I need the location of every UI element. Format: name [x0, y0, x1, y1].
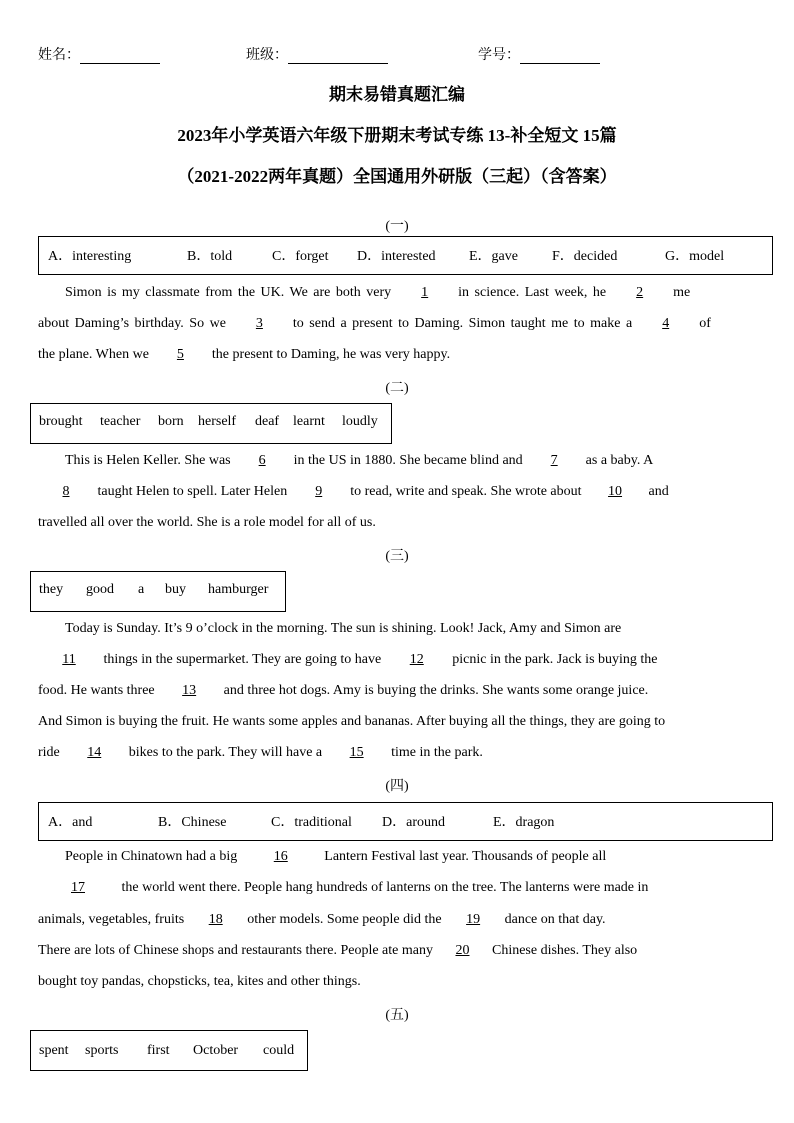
blank-20[interactable]: 20	[455, 943, 470, 958]
passage-line: There are lots of Chinese shops and restaurants there. People ate many 20 Chinese dishes. They also	[38, 943, 638, 958]
word-sports: sports	[85, 1043, 119, 1058]
blank-15[interactable]: 15	[349, 745, 364, 760]
blank-2[interactable]: 2	[636, 285, 644, 300]
option-c: C．forget	[272, 249, 329, 264]
passage-line: 8 taught Helen to spell. Later Helen 9 to read, write and speak. She wrote about 10 and	[38, 484, 669, 500]
section-5-word-box	[30, 1030, 308, 1071]
passage-line: about Daming’s birthday. So we 3 to send a present to Daming. Simon taught me to make a 4 of	[38, 316, 711, 331]
blank-11[interactable]: 11	[62, 652, 76, 667]
section-5-heading: (五)	[385, 1008, 409, 1023]
section-4-heading: (四)	[385, 779, 409, 794]
word-first: first	[147, 1043, 170, 1058]
word-teacher: teacher	[100, 414, 141, 429]
word-hamburger: hamburger	[208, 582, 269, 597]
section-1-option-box	[38, 236, 773, 275]
passage-line: Simon is my classmate from the UK. We are both very 1 in science. Last week, he 2 me	[65, 285, 691, 300]
word-good: good	[86, 582, 114, 597]
option-f: F．decided	[552, 249, 618, 264]
class-field	[246, 44, 388, 64]
option-e: E．dragon	[493, 815, 555, 830]
section-3-heading: (三)	[385, 549, 409, 564]
section-2-heading: (二)	[385, 381, 409, 396]
word-brought: brought	[39, 414, 83, 429]
section-3-word-box	[30, 571, 286, 612]
option-e: E．gave	[469, 249, 518, 264]
blank-6[interactable]: 6	[258, 453, 266, 468]
class-blank[interactable]	[288, 49, 388, 64]
passage-line: food. He wants three 13 and three hot dogs. Amy is buying the drinks. She wants some orange juice.	[38, 683, 649, 698]
passage-line: ride 14 bikes to the park. They will have a 15 time in the park.	[38, 745, 483, 760]
option-d: D．around	[382, 815, 445, 830]
blank-17[interactable]: 17	[71, 880, 85, 895]
blank-19[interactable]: 19	[466, 912, 481, 927]
id-field	[478, 44, 600, 64]
option-c: C．traditional	[271, 815, 352, 830]
blank-10[interactable]: 10	[608, 484, 623, 499]
word-learnt: learnt	[293, 414, 325, 429]
word-a: a	[138, 582, 145, 597]
option-a: A．interesting	[48, 249, 132, 264]
word-could: could	[263, 1043, 295, 1058]
word-spent: spent	[39, 1043, 69, 1058]
blank-18[interactable]: 18	[208, 912, 223, 927]
name-field	[38, 44, 160, 64]
name-blank[interactable]	[80, 49, 160, 64]
section-2-word-box	[30, 403, 392, 444]
section-4-option-box	[38, 802, 773, 841]
word-october: October	[193, 1043, 239, 1058]
word-deaf: deaf	[255, 414, 280, 429]
title-line-3: （2021-2022两年真题）全国通用外研版（三起）（含答案）	[177, 167, 617, 186]
passage-line: People in Chinatown had a big 16 Lantern Festival last year. Thousands of people all	[65, 849, 607, 864]
blank-8[interactable]: 8	[62, 484, 70, 499]
passage-line: the plane. When we 5 the present to Daming, he was very happy.	[38, 347, 451, 362]
passage-line: 11 things in the supermarket. They are going to have 12 picnic in the park. Jack is buying the	[38, 652, 658, 668]
blank-4[interactable]: 4	[662, 316, 670, 331]
id-blank[interactable]	[520, 49, 600, 64]
title-line-2: 2023年小学英语六年级下册期末考试专练 13-补全短文 15篇	[177, 126, 617, 145]
passage-line: This is Helen Keller. She was 6 in the US in 1880. She became blind and 7 as a baby. A	[65, 453, 654, 468]
blank-5[interactable]: 5	[176, 347, 184, 362]
word-buy: buy	[165, 582, 186, 597]
blank-9[interactable]: 9	[315, 484, 323, 499]
id-label: 学号：	[478, 48, 520, 63]
option-b: B．Chinese	[158, 815, 227, 830]
blank-16[interactable]: 16	[273, 849, 288, 864]
blank-7[interactable]: 7	[550, 453, 558, 468]
word-herself: herself	[198, 414, 237, 429]
name-label: 姓名：	[38, 48, 80, 63]
word-loudly: loudly	[342, 414, 378, 429]
blank-12[interactable]: 12	[409, 652, 424, 667]
blank-3[interactable]: 3	[255, 316, 263, 331]
passage-line: And Simon is buying the fruit. He wants some apples and bananas. After buying all the things, they are going to	[38, 714, 666, 729]
passage-line: animals, vegetables, fruits 18 other models. Some people did the 19 dance on that day.	[38, 912, 606, 927]
class-label: 班级：	[246, 48, 288, 63]
option-b: B．told	[187, 249, 233, 264]
option-g: G．model	[665, 249, 725, 264]
blank-1[interactable]: 1	[421, 285, 429, 300]
section-1-heading: (一)	[385, 219, 409, 234]
blank-14[interactable]: 14	[87, 745, 102, 760]
option-d: D．interested	[357, 249, 436, 264]
passage-line: travelled all over the world. She is a role model for all of us.	[38, 515, 376, 530]
option-a: A．and	[48, 815, 93, 830]
blank-13[interactable]: 13	[182, 683, 197, 698]
passage-line: Today is Sunday. It’s 9 o’clock in the morning. The sun is shining. Look! Jack, Amy and Simon are	[65, 621, 622, 636]
word-they: they	[39, 582, 64, 597]
word-born: born	[158, 414, 184, 429]
title-line-1: 期末易错真题汇编	[329, 85, 465, 104]
passage-line: bought toy pandas, chopsticks, tea, kites and other things.	[38, 974, 361, 989]
passage-line: 17 the world went there. People hang hundreds of lanterns on the tree. The lanterns were made in	[38, 880, 648, 896]
